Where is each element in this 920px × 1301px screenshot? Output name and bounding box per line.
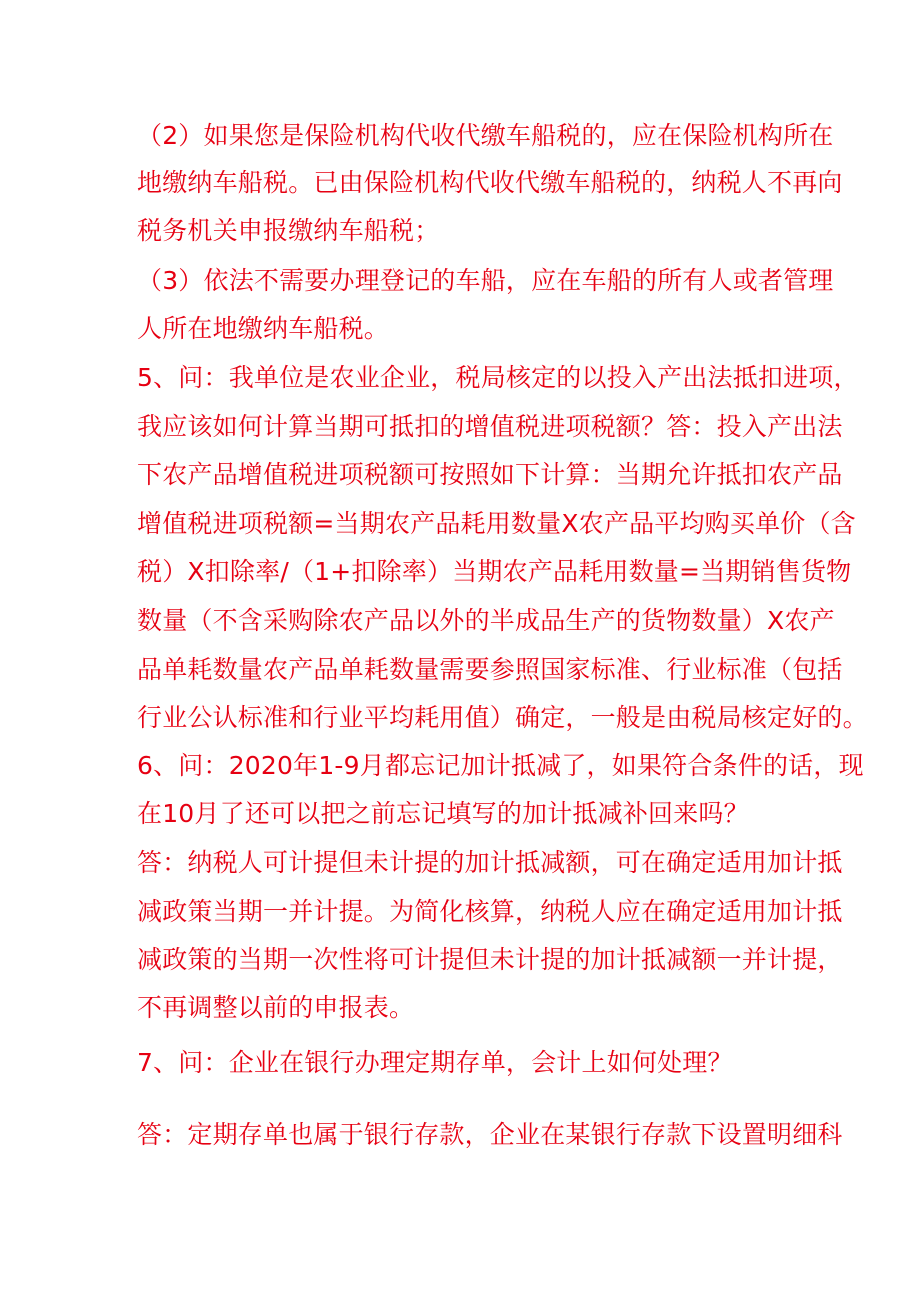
text-line: 下农产品增值税进项税额可按照如下计算：当期允许抵扣农产品 <box>137 460 843 489</box>
text-line: 行业公认标准和行业平均耗用值）确定，一般是由税局核定好的。 <box>137 703 868 732</box>
text-line: 不再调整以前的申报表。 <box>137 993 415 1022</box>
text-line: 6、问：2020年1-9月都忘记加计抵减了，如果符合条件的话，现 <box>137 751 864 780</box>
text-line: （3）依法不需要办理登记的车船，应在车船的所有人或者管理 <box>137 266 834 295</box>
text-line: 增值税进项税额=当期农产品耗用数量X农产品平均购买单价（含 <box>137 509 856 538</box>
text-line: 税务机关申报缴纳车船税； <box>137 216 440 245</box>
text-line: 数量（不含采购除农产品以外的半成品生产的货物数量）X农产 <box>137 606 835 635</box>
text-line: 人所在地缴纳车船税。 <box>137 314 390 343</box>
text-line: （2）如果您是保险机构代收代缴车船税的，应在保险机构所在 <box>137 121 834 150</box>
text-line: 减政策当期一并计提。为简化核算，纳税人应在确定适用加计抵 <box>137 897 843 926</box>
text-line: 减政策的当期一次性将可计提但未计提的加计抵减额一并计提， <box>137 945 843 974</box>
text-line: 5、问：我单位是农业企业，税局核定的以投入产出法抵扣进项， <box>137 363 859 392</box>
text-line: 我应该如何计算当期可抵扣的增值税进项税额？答：投入产出法 <box>137 412 843 441</box>
text-line: 在10月了还可以把之前忘记填写的加计抵减补回来吗？ <box>137 799 749 828</box>
text-line: 地缴纳车船税。已由保险机构代收代缴车船税的，纳税人不再向 <box>137 168 843 197</box>
text-line: 税）X扣除率/（1+扣除率）当期农产品耗用数量=当期销售货物 <box>137 557 852 586</box>
text-line: 7、问：企业在银行办理定期存单，会计上如何处理？ <box>137 1048 733 1077</box>
text-line: 答：纳税人可计提但未计提的加计抵减额，可在确定适用加计抵 <box>137 848 843 877</box>
text-line: 品单耗数量农产品单耗数量需要参照国家标准、行业标准（包括 <box>137 655 843 684</box>
text-line: 答：定期存单也属于银行存款，企业在某银行存款下设置明细科 <box>137 1120 843 1149</box>
